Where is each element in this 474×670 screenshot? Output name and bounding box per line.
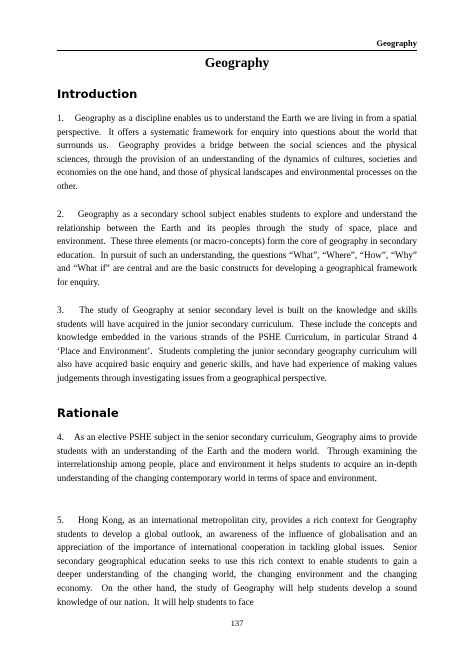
paragraph-5: 5. Hong Kong, as an international metropolitan city, provides a rich context for Geography students to develop a global outlook, an awareness of the influence of globalisation and an appreciation of the importance of international cooperation in tackling global issues. Senior secondary geographical education seeks to use this rich context to enable students to gain a deeper understanding of the changing world, the changing environment and the changing economy. On the other hand, the study of Geography will help students develop a sound knowledge of our nation. It will help students to face bbox=[57, 515, 417, 607]
section-heading-introduction: Introduction bbox=[57, 87, 138, 101]
page-title: Geography bbox=[204, 55, 270, 70]
paragraph-4: 4. As an elective PSHE subject in the senior secondary curriculum, Geography aims to provide students with an understanding of the Earth and the modern world. Through examining the interrelationship among people, place and environment it helps students to acquire an in-depth understanding of the changing contemporary world in terms of space and environment. bbox=[57, 432, 417, 483]
paragraph-2: 2. Geography as a secondary school subject enables students to explore and understand the relationship between the Earth and its peoples through the study of space, place and environment. These three elements (or macro-concepts) form the core of geography in secondary education. In pursuit of such an understanding, the questions “What”, “Where”, “How”, “Why” and “What if” are central and are the basic constructs for developing a geographical framework for enquiry. bbox=[57, 209, 417, 287]
section-heading-rationale: Rationale bbox=[57, 406, 119, 420]
paragraph-3: 3. The study of Geography at senior secondary level is built on the knowledge and skills students will have acquired in the junior secondary curriculum. These include the concepts and knowledge embedded in the various strands of the PSHE Curriculum, in particular Strand 4 ‘Place and Environment’. Students completing the junior secondary geography curriculum will also have acquired basic enquiry and generic skills, and have had experience of making values judgements through investigating issues from a geographical perspective. bbox=[57, 305, 417, 383]
paragraph-1: 1. Geography as a discipline enables us to understand the Earth we are living in from a spatial perspective. It offers a systematic framework for enquiry into questions about the world that surrounds us. Geography provides a bridge between the social sciences and the physical sciences, through the provision of an understanding of the dynamics of cultures, societies and economies on the one hand, and those of physical landscapes and environmental processes on the other. bbox=[57, 113, 417, 191]
page-number: 137 bbox=[230, 618, 244, 628]
header-rule bbox=[57, 50, 417, 51]
running-header: Geography bbox=[376, 38, 417, 48]
